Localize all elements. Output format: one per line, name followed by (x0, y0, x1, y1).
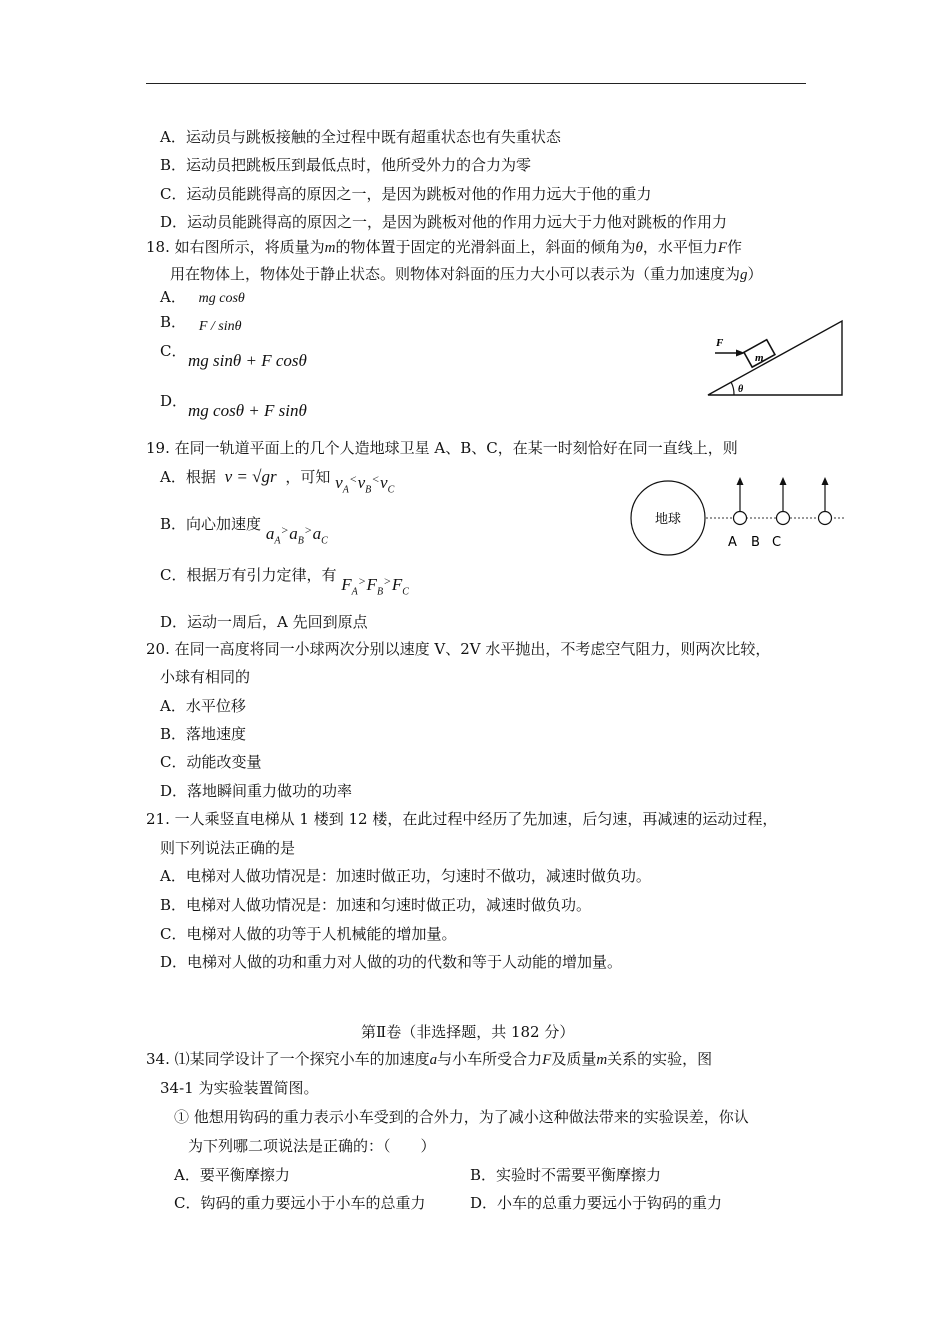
q18-stem-line2: 用在物体上，物体处于静止状态。则物体对斜面的压力大小可以表示为（重力加速度为g） (170, 265, 763, 283)
q17-option-c: C．运动员能跳得高的原因之一，是因为跳板对他的作用力远大于他的重力 (160, 185, 652, 203)
q34-stem-line1: 34. ⑴某同学设计了一个探究小车的加速度a与小车所受合力F及质量m关系的实验，图 (146, 1050, 713, 1068)
force-label: F (716, 337, 724, 349)
q21-option-d: D．电梯对人做的功和重力对人做的功的代数和等于人动能的增加量。 (160, 953, 623, 971)
satellite-b (777, 477, 790, 525)
force-arrowhead (736, 350, 745, 357)
part2-heading: 第Ⅱ卷（非选择题，共 182 分） (361, 1023, 575, 1041)
q34-sub1-line2: 为下列哪二项说法是正确的：（ ） (188, 1137, 436, 1155)
satellite-c (819, 477, 832, 525)
q18-option-c-label: C． (160, 342, 187, 360)
angle-label: θ (738, 384, 744, 395)
q18-option-a: A． mg cosθ (160, 288, 245, 306)
label-c: C (772, 535, 782, 550)
q34-option-b: B．实验时不需要平衡摩擦力 (470, 1166, 662, 1184)
q19-stem: 19. 在同一轨道平面上的几个人造地球卫星 A、B、C，在某一时刻恰好在同一直线上，则 (146, 439, 738, 457)
q18-option-d-formula: mg cosθ + F sinθ (188, 401, 307, 420)
q34-option-d: D．小车的总重力要远小于钩码的重力 (470, 1194, 723, 1212)
q34-option-a: A．要平衡摩擦力 (174, 1166, 290, 1184)
incline-triangle (708, 321, 842, 395)
q34-sub1-line1: ① 他想用钩码的重力表示小车受到的合外力，为了减小这种做法带来的实验误差，你认 (174, 1108, 749, 1126)
q17-option-d: D．运动员能跳得高的原因之一，是因为跳板对他的作用力远大于力他对跳板的作用力 (160, 213, 728, 231)
q19-option-a: A．根据 v = √gr ，可知 $v_A^<v_B^<v_C$ (160, 467, 395, 496)
angle-arc (731, 382, 734, 395)
q17-option-a: A．运动员与跳板接触的全过程中既有超重状态也有失重状态 (160, 128, 561, 146)
q21-option-b: B．电梯对人做功情况是：加速和匀速时做正功，减速时做负功。 (160, 896, 592, 914)
q34-stem-line2: 34-1 为实验装置简图。 (160, 1079, 319, 1097)
label-a: A (728, 535, 737, 550)
header-rule (146, 83, 806, 84)
q20-option-a: A．水平位移 (160, 697, 246, 715)
q34-option-c: C．钩码的重力要远小于小车的总重力 (174, 1194, 426, 1212)
satellite-figure (628, 472, 848, 557)
q19-option-d: D．运动一周后，A 先回到原点 (160, 613, 368, 631)
q18-stem-line1: 18. 如右图所示，将质量为m的物体置于固定的光滑斜面上，斜面的倾角为θ，水平恒力F作 (146, 238, 743, 256)
q18-option-c-formula: mg sinθ + F cosθ (188, 351, 307, 370)
earth-label: 地球 (654, 512, 682, 527)
satellite-a (734, 477, 747, 525)
q20-stem-line1: 20. 在同一高度将同一小球两次分别以速度 V、2V 水平抛出，不考虑空气阻力，则两次比较， (146, 640, 771, 658)
q21-option-a: A．电梯对人做功情况是：加速时做正功，匀速时不做功，减速时做负功。 (160, 867, 651, 885)
q20-option-d: D．落地瞬间重力做功的功率 (160, 782, 353, 800)
q20-stem-line2: 小球有相同的 (160, 668, 251, 686)
q18-option-d-label: D． (160, 392, 188, 410)
q21-stem-line2: 则下列说法正确的是 (160, 839, 296, 857)
mass-label: m (755, 352, 764, 364)
q19-option-b: B．向心加速度 $a_A^>a_B^>a_C$ (160, 515, 328, 547)
q21-option-c: C．电梯对人做的功等于人机械能的增加量。 (160, 925, 457, 943)
q18-option-b: B． F / sinθ (160, 313, 242, 334)
q21-stem-line1: 21. 一人乘竖直电梯从 1 楼到 12 楼，在此过程中经历了先加速，后匀速，再减速的运动过程， (146, 810, 778, 828)
q17-option-b: B．运动员把跳板压到最低点时，他所受外力的合力为零 (160, 156, 532, 174)
q20-option-b: B．落地速度 (160, 725, 247, 743)
q19-option-c: C．根据万有引力定律，有 $F_A^>F_B^>F_C$ (160, 566, 409, 598)
label-b: B (751, 535, 760, 550)
q20-option-c: C．动能改变量 (160, 753, 262, 771)
incline-figure (700, 315, 850, 400)
